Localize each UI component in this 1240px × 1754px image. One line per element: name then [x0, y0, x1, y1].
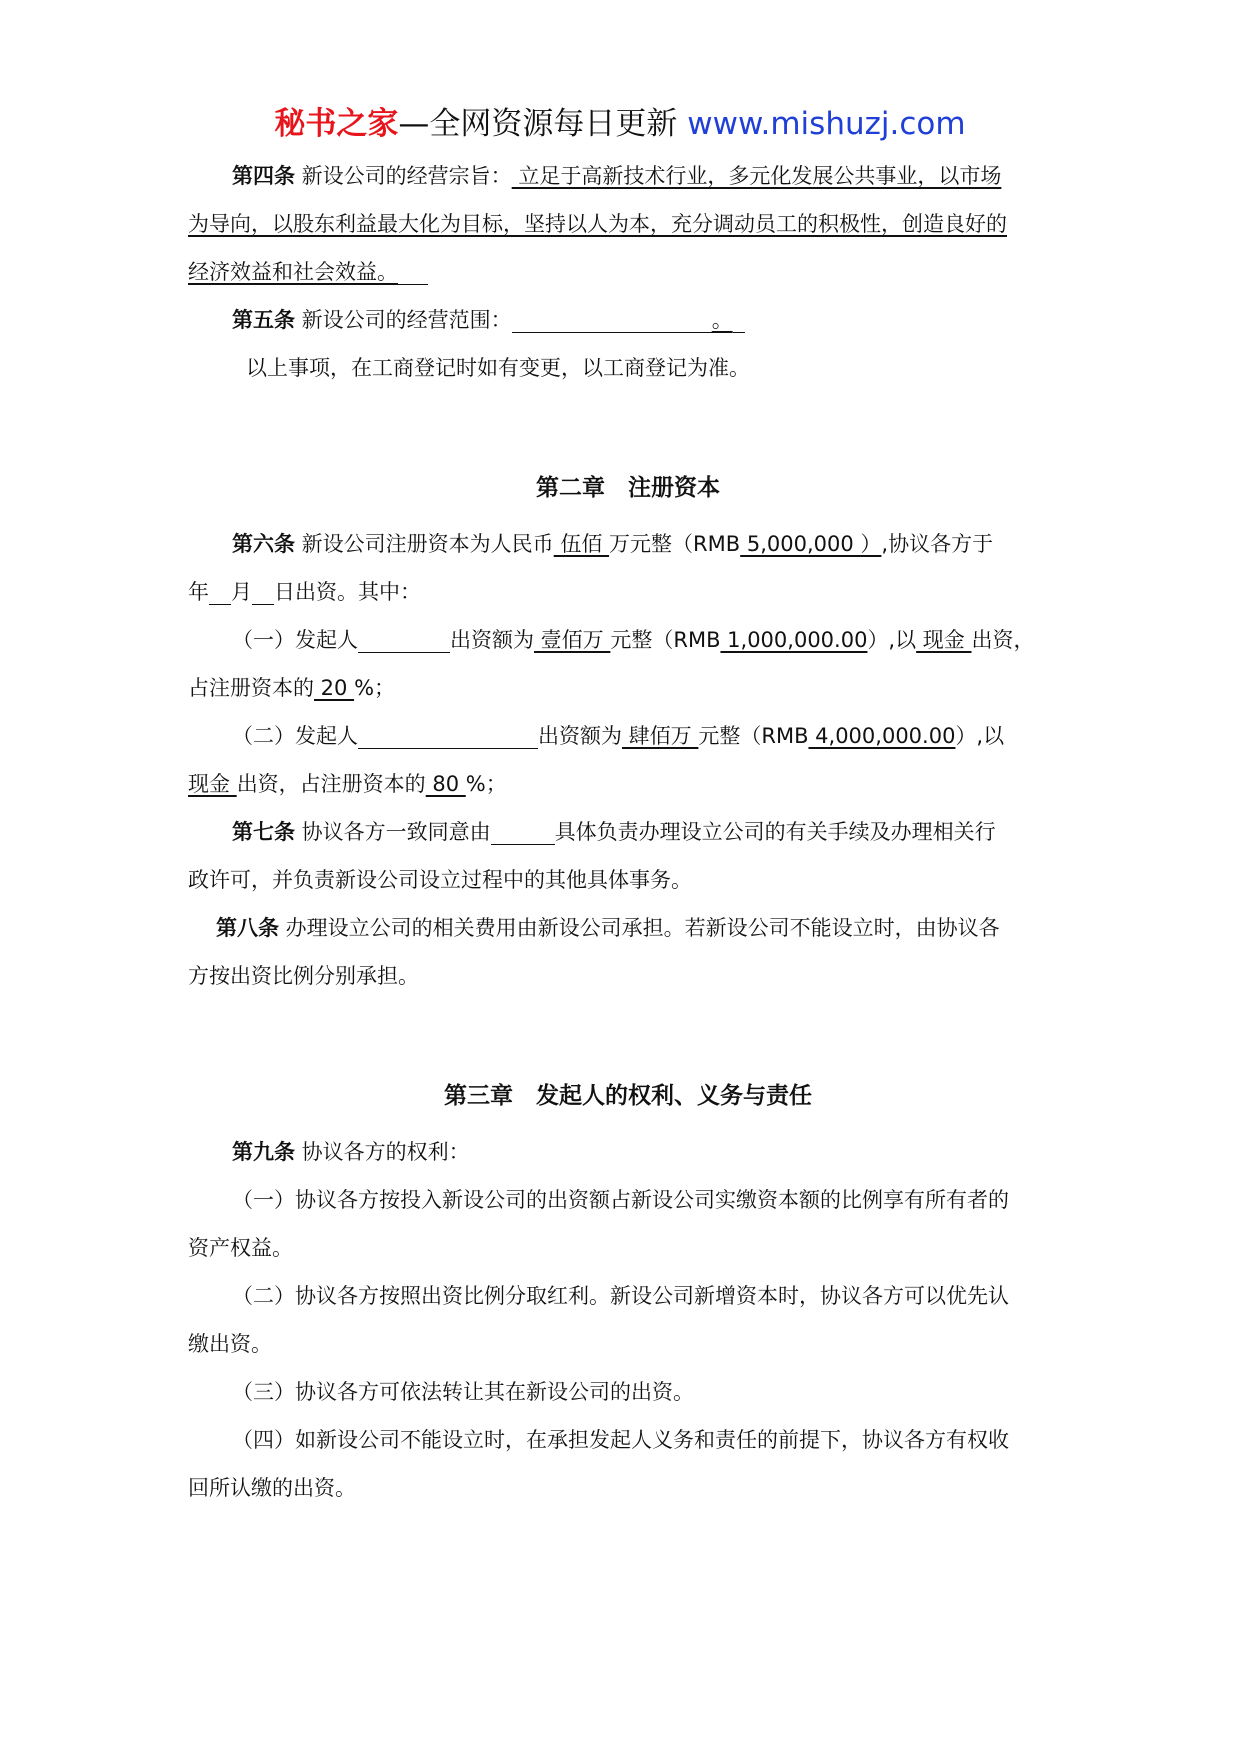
article-5-label: 第五条: [232, 308, 295, 332]
article-4-line-2: [188, 200, 1068, 248]
document-body: [188, 152, 1068, 1512]
promoter-2-text-c: 元整（RMB: [698, 724, 809, 748]
article-7-line-1: [188, 808, 1068, 856]
article-8-label: 第八条: [216, 916, 279, 940]
article-4-purpose-3: 经济效益和社会效益。: [188, 260, 398, 284]
promoter-2-line-2: [188, 760, 1068, 808]
right-1-line-1: （一）协议各方按投入新设公司的出资额占新设公司实缴资本额的比例享有所有者的: [232, 1188, 1009, 1212]
promoter-2-label: （二）发起人: [232, 724, 358, 748]
promoter-2-amount-cn: 肆佰万: [622, 724, 699, 748]
right-3-line-1: （三）协议各方可依法转让其在新设公司的出资。: [232, 1380, 694, 1404]
header-brand: 秘书之家: [274, 106, 399, 142]
article-9-text-1: 协议各方的权利：: [295, 1140, 470, 1164]
promoter-2-amount: 4,000,000.00: [808, 724, 956, 748]
article-5-line-1: [188, 296, 1068, 344]
article-9-line-1: [188, 1128, 1068, 1176]
promoter-2-text-e: 出资，占注册资本的: [236, 772, 426, 796]
spacer: [188, 1120, 1068, 1128]
right-4-line-1: （四）如新设公司不能设立时，在承担发起人义务和责任的前提下，协议各方有权收: [232, 1428, 1009, 1452]
promoter-1-label: （一）发起人: [232, 628, 358, 652]
article-7-label: 第七条: [232, 820, 295, 844]
promoter-1-name-blank: [358, 622, 450, 653]
article-6-label: 第六条: [232, 532, 295, 556]
promoter-1-method: 现金: [916, 628, 972, 652]
promoter-2-name-blank: [358, 718, 538, 749]
article-9-label: 第九条: [232, 1140, 295, 1164]
promoter-2-method: 现金: [188, 772, 237, 796]
promoter-1-percent: 20: [314, 676, 355, 700]
article-4-line-1: [188, 152, 1068, 200]
right-1-line-2: 资产权益。: [188, 1236, 293, 1260]
blank-line: [733, 302, 745, 333]
promoter-2-line-1: [188, 712, 1068, 760]
article-7-text-1: 协议各方一致同意由: [295, 820, 491, 844]
right-2-line-1: （二）协议各方按照出资比例分取红利。新设公司新增资本时，协议各方可以优先认: [232, 1284, 1009, 1308]
promoter-1-amount-cn: 壹佰万: [534, 628, 611, 652]
promoter-2-text-d: ）,以: [955, 724, 1005, 748]
article-4-purpose-2: 为导向，以股东利益最大化为目标，坚持以人为本，充分调动员工的积极性，创造良好的: [188, 212, 1007, 236]
article-6-text-2: 万元整（RMB: [609, 532, 741, 556]
article-5-note: 以上事项，在工商登记时如有变更，以工商登记为准。: [246, 356, 750, 380]
promoter-1-text-c: 元整（RMB: [610, 628, 721, 652]
promoter-2-percent: 80: [425, 772, 466, 796]
site-header: [0, 104, 1240, 144]
article-6-text-1: 新设公司注册资本为人民币: [295, 532, 554, 556]
promoter-2-percent-sign: %；: [465, 772, 507, 796]
article-4-text: 新设公司的经营宗旨：: [295, 164, 512, 188]
spacer: [188, 512, 1068, 520]
promoter-1-line-2: [188, 664, 1068, 712]
spacer: [188, 392, 1068, 464]
right-4-line-2: 回所认缴的出资。: [188, 1476, 356, 1500]
day-label: 日出资。其中：: [274, 580, 421, 604]
day-blank: [252, 574, 274, 605]
article-4-label: 第四条: [232, 164, 295, 188]
month-blank: [209, 574, 231, 605]
article-8-text-1: 办理设立公司的相关费用由新设公司承担。若新设公司不能设立时，由协议各: [279, 916, 1000, 940]
article-4-line-3: [188, 248, 1068, 296]
business-scope-blank: [512, 302, 712, 333]
article-7-line-2: 政许可，并负责新设公司设立过程中的其他具体事务。: [188, 868, 692, 892]
month-label: 月: [231, 580, 252, 604]
article-4-purpose-1: 立足于高新技术行业，多元化发展公共事业，以市场: [511, 164, 1002, 188]
promoter-2-text-b: 出资额为: [538, 724, 622, 748]
article-7-text-2: 具体负责办理设立公司的有关手续及办理相关行: [554, 820, 996, 844]
promoter-1-line-1: [188, 616, 1068, 664]
article-8-line-2: 方按出资比例分别承担。: [188, 964, 419, 988]
article-6-text-3: ,协议各方于: [881, 532, 994, 556]
blank-line: [398, 254, 428, 285]
article-5-end: 。: [711, 308, 733, 332]
spacer: [188, 1000, 1068, 1072]
article-6-line-1: [188, 520, 1068, 568]
header-tagline: —全网资源每日更新: [398, 106, 688, 142]
promoter-1-share-label: 占注册资本的: [188, 676, 314, 700]
article-8-line-1: [188, 904, 1068, 952]
year-label: 年: [188, 580, 209, 604]
right-2-line-2: 缴出资。: [188, 1332, 272, 1356]
chapter-2-title: 第二章 注册资本: [536, 475, 720, 501]
capital-amount-cn: 伍佰: [553, 532, 610, 556]
article-6-line-2: [188, 568, 1068, 616]
header-url-link[interactable]: www.mishuzj.com: [687, 106, 966, 142]
agent-blank: [491, 814, 555, 845]
promoter-1-text-b: 出资额为: [450, 628, 534, 652]
promoter-1-text-d: ）,以: [867, 628, 917, 652]
promoter-1-text-e: 出资，: [971, 628, 1035, 652]
promoter-1-amount: 1,000,000.00: [720, 628, 868, 652]
capital-amount: 5,000,000 ）: [740, 532, 882, 556]
article-5-text: 新设公司的经营范围：: [295, 308, 512, 332]
promoter-1-percent-sign: %；: [354, 676, 396, 700]
chapter-3-title: 第三章 发起人的权利、义务与责任: [444, 1083, 812, 1109]
